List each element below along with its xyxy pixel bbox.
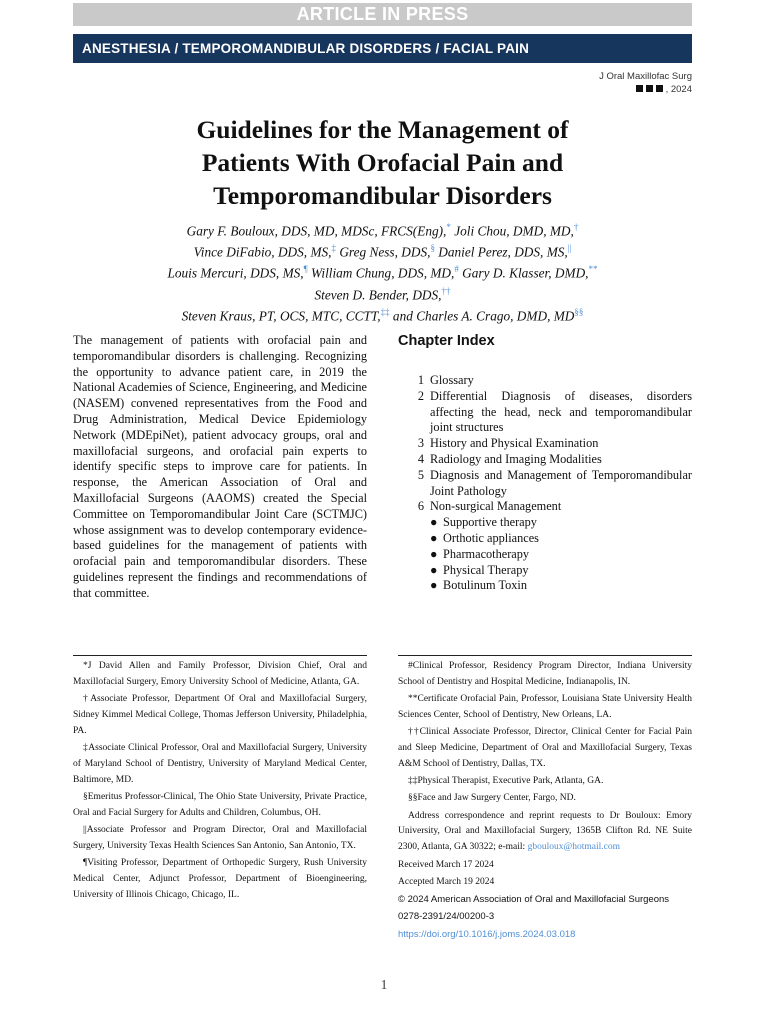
subitem-title: Supportive therapy: [443, 515, 537, 530]
author: Joli Chou, DMD, MD,: [450, 223, 574, 239]
affiliation-footnote: ‡‡Physical Therapist, Executive Park, Atlanta, GA.: [408, 776, 604, 787]
author-line: [73, 240, 692, 261]
author: and Charles A. Crago, DMD, MD: [389, 308, 575, 324]
author-list: [73, 219, 692, 325]
footnotes-left: [73, 659, 367, 905]
doi-link[interactable]: https://doi.org/10.1016/j.joms.2024.03.018: [398, 928, 576, 940]
chapter-index-item[interactable]: [398, 499, 692, 515]
correspondence-text: Address correspondence and reprint requests to Dr Bouloux: Emory University, Oral and Maxillofacial Surgery, 1365B Clifton Rd. NE Suite 2300, Atlanta, GA 30322; e-mail:: [398, 810, 692, 853]
affiliation-link[interactable]: ††: [441, 285, 451, 296]
copyright-line: © 2024 American Association of Oral and Maxillofacial Surgeons: [398, 894, 670, 906]
chapter-number: 4: [417, 451, 424, 466]
affiliation-link[interactable]: *: [446, 222, 451, 232]
bullet-icon: ●: [430, 578, 438, 593]
author-line: [73, 283, 692, 304]
author: Gary F. Bouloux, DDS, MD, MDSc, FRCS(Eng),: [186, 223, 447, 239]
chapter-number: 1: [417, 373, 424, 387]
chapter-index: [398, 373, 692, 594]
chapter-subitem[interactable]: [398, 563, 692, 579]
chapter-title: History and Physical Examination: [430, 436, 599, 451]
affiliation-link[interactable]: ‡‡: [380, 306, 390, 317]
page-number: 1: [380, 978, 388, 993]
footnotes-right: [398, 659, 692, 944]
author: Greg Ness, DDS,: [336, 244, 431, 260]
author-line: [73, 304, 692, 325]
affiliation-link[interactable]: ||: [567, 243, 572, 254]
affiliation-footnote: *J David Allen and Family Professor, Division Chief, Oral and Maxillofacial Surgery, Emory University School of Medicine, Atlanta, GA.: [73, 661, 367, 687]
chapter-number: 3: [417, 436, 424, 451]
affiliation-footnote: ||Associate Professor and Program Director, Oral and Maxillofacial Surgery, University Texas Health Sciences San Antonio, San Antonio, TX.: [73, 824, 367, 851]
author: Daniel Perez, DDS, MS,: [434, 244, 568, 260]
placeholder-square-icon: [636, 85, 643, 92]
chapter-subitem[interactable]: [398, 547, 692, 563]
subitem-title: Botulinum Toxin: [443, 578, 527, 593]
footnote-divider: [73, 655, 367, 656]
affiliation-link[interactable]: §: [430, 243, 435, 254]
author-line: [73, 219, 692, 240]
article-in-press-banner: ARTICLE IN PRESS: [73, 3, 692, 26]
affiliation-footnote: ‡Associate Clinical Professor, Oral and Maxillofacial Surgery, University of Maryland School of Dentistry, University of Maryland Medical Center, Baltimore, MD.: [73, 742, 367, 785]
chapter-number: 2: [417, 388, 424, 403]
author: Vince DiFabio, DDS, MS,: [193, 244, 332, 260]
chapter-index-item[interactable]: [398, 373, 692, 389]
journal-year: , 2024: [665, 84, 692, 95]
article-title: [73, 113, 692, 212]
affiliation-footnote: §§Face and Jaw Surgery Center, Fargo, ND.: [408, 793, 576, 804]
issn-line: 0278-2391/24/00200-3: [398, 911, 495, 923]
bullet-icon: ●: [430, 562, 438, 577]
correspondence-note: [398, 809, 692, 856]
title-line: Guidelines for the Management of: [196, 115, 569, 144]
chapter-subitem[interactable]: [398, 578, 692, 594]
chapter-number: 6: [417, 499, 424, 514]
affiliation-footnote: †Associate Professor, Department Of Oral and Maxillofacial Surgery, Sidney Kimmel Medical College, Thomas Jefferson University, Philadelphia, PA.: [73, 694, 368, 736]
affiliation-footnote: **Certificate Orofacial Pain, Professor, Louisiana State University Health Sciences Center, School of Dentistry, New Orleans, LA.: [398, 694, 692, 720]
placeholder-square-icon: [646, 85, 653, 92]
bullet-icon: ●: [430, 546, 438, 561]
subitem-title: Orthotic appliances: [443, 530, 539, 545]
affiliation-link[interactable]: †: [573, 222, 579, 232]
author: Steven Kraus, PT, OCS, MTC, CCTT,: [181, 308, 381, 324]
section-header: ANESTHESIA / TEMPOROMANDIBULAR DISORDERS / FACIAL PAIN: [73, 34, 692, 63]
bullet-icon: ●: [430, 530, 438, 545]
chapter-subitem[interactable]: [398, 531, 692, 547]
placeholder-square-icon: [656, 85, 663, 92]
affiliation-footnote: ¶Visiting Professor, Department of Orthopedic Surgery, Rush University Medical Center, Adjunct Professor, Department of Bioengineering, University of Illinois Chicago, Chicago, IL.: [73, 858, 367, 900]
chapter-title: Glossary: [430, 373, 474, 387]
accepted-date: Accepted March 19 2024: [398, 876, 495, 887]
chapter-index-item[interactable]: [398, 389, 692, 436]
journal-citation: [599, 70, 692, 96]
author: Louis Mercuri, DDS, MS,: [167, 265, 304, 281]
author: Steven D. Bender, DDS,: [314, 287, 442, 303]
footnote-divider: [398, 655, 692, 656]
affiliation-link[interactable]: ‡: [331, 243, 336, 254]
chapter-index-item[interactable]: [398, 452, 692, 468]
affiliation-link[interactable]: **: [588, 264, 598, 275]
chapter-index-item[interactable]: [398, 436, 692, 452]
chapter-title: Radiology and Imaging Modalities: [430, 451, 602, 466]
chapter-title: Diagnosis and Management of Temporomandibular Joint Pathology: [430, 467, 692, 498]
affiliation-link[interactable]: #: [454, 264, 459, 275]
affiliation-footnote: §Emeritus Professor-Clinical, The Ohio State University, Private Practice, Oral and Facial Surgery for Adults and Children, Columbus, OH.: [73, 791, 367, 818]
affiliation-link[interactable]: §§: [574, 306, 584, 317]
chapter-title: Non-surgical Management: [430, 499, 562, 514]
received-date: Received March 17 2024: [398, 859, 494, 870]
chapter-index-heading: Chapter Index: [398, 333, 495, 349]
author: Gary D. Klasser, DMD,: [458, 265, 589, 281]
subitem-title: Physical Therapy: [443, 562, 529, 577]
affiliation-footnote: #Clinical Professor, Residency Program Director, Indiana University School of Dentistry and Hospital Medicine, Indianapolis, IN.: [398, 661, 692, 687]
chapter-title: Differential Diagnosis of diseases, disorders affecting the head, neck and temporomandibular joint structures: [430, 388, 692, 435]
journal-name: J Oral Maxillofac Surg: [599, 71, 692, 82]
chapter-index-item[interactable]: [398, 468, 692, 500]
chapter-subitem[interactable]: [398, 515, 692, 531]
chapter-number: 5: [417, 467, 424, 482]
title-line: Temporomandibular Disorders: [213, 181, 552, 210]
title-line: Patients With Orofacial Pain and: [201, 148, 564, 177]
email-link[interactable]: gbouloux@hotmail.com: [527, 842, 620, 853]
journal-volume-line: [599, 83, 692, 96]
author-line: [73, 261, 692, 282]
subitem-title: Pharmacotherapy: [443, 546, 530, 561]
affiliation-link[interactable]: ¶: [303, 264, 308, 275]
abstract: The management of patients with orofacial pain and temporomandibular disorders is challenging. Recognizing the opportunity to advance patient care, in 2019 the National Academies of Science, Engineering, and Medicine (NASEM) convened representatives from the Food and Drug Administration, Medical Device Epidemiology Network (MDEpiNet), patient advocacy groups, oral and maxillofacial surgeons, and orofacial pain experts to identify specific steps to improve care for patients. In response, the American Association of Oral and Maxillofacial Surgeons (AAOMS) created the Special Committee on Temporomandibular Joint Care (SCTMJC) whose assignment was to develop contemporary evidence-based guidelines for the management of patients with orofacial pain and temporomandibular disorders. These guidelines represent the findings and recommendations of that committee.: [73, 333, 367, 600]
bullet-icon: ●: [430, 515, 438, 530]
affiliation-footnote: ††Clinical Associate Professor, Director, Clinical Center for Facial Pain and Sleep Medicine, Department of Oral and Maxillofacial Surgery, Texas A&M School of Dentistry, Dallas, TX.: [398, 727, 692, 769]
author: William Chung, DDS, MD,: [307, 265, 455, 281]
